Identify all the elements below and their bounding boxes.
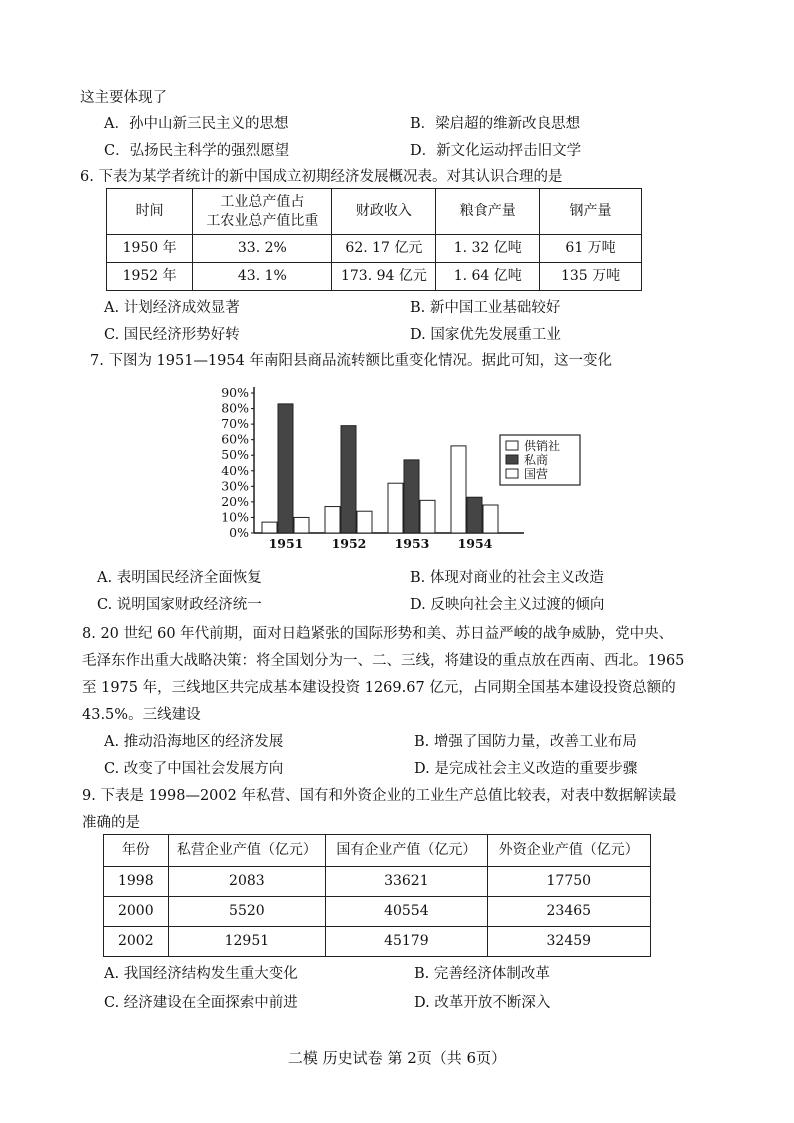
q7-option-a[interactable]: A. 表明国民经济全面恢复	[97, 570, 262, 586]
legend-label: 私商	[524, 453, 549, 467]
q6-header-grain: 粮食产量	[436, 189, 540, 235]
x-tick-label: 1951	[268, 536, 304, 550]
q7-option-b[interactable]: B. 体现对商业的社会主义改造	[410, 570, 604, 586]
y-tick-label: 10%	[221, 509, 249, 525]
table-cell: 17750	[487, 867, 650, 897]
bar-私商-1952	[341, 426, 356, 533]
table-cell: 1950 年	[107, 235, 193, 263]
q7-option-c[interactable]: C. 说明国家财政经济统一	[97, 597, 262, 613]
bar-国营-1952	[357, 511, 372, 533]
y-tick-label: 20%	[221, 493, 249, 509]
y-tick-label: 90%	[221, 385, 249, 400]
q7-bar-chart	[212, 380, 592, 550]
q8-option-d[interactable]: D. 是完成社会主义改造的重要步骤	[414, 761, 638, 777]
bar-供销社-1951	[262, 522, 277, 533]
table-cell: 43. 1%	[193, 263, 332, 291]
legend-label: 供销社	[524, 439, 561, 453]
legend-swatch	[506, 455, 518, 464]
q8-option-a[interactable]: A. 推动沿海地区的经济发展	[104, 734, 284, 750]
q6-header-industry	[193, 189, 332, 235]
bar-供销社-1952	[325, 507, 340, 533]
q5-option-d[interactable]: D．新文化运动抨击旧文学	[410, 143, 582, 159]
bar-私商-1951	[278, 404, 293, 533]
bar-私商-1954	[467, 497, 482, 533]
q6-header-industry-line2: 工农业总产值比重	[206, 212, 319, 229]
bar-国营-1951	[294, 517, 309, 533]
q6-table	[106, 188, 642, 291]
q9-table	[103, 834, 651, 957]
q9-header-state: 国有企业产值（亿元）	[326, 835, 487, 867]
bar-私商-1953	[404, 460, 419, 533]
chart-svg	[212, 380, 592, 550]
q5-option-c[interactable]: C．弘扬民主科学的强烈愿望	[104, 143, 290, 159]
table-cell: 173. 94 亿元	[332, 263, 436, 291]
legend-label: 国营	[524, 467, 549, 481]
q6-option-c[interactable]: C. 国民经济形势好转	[104, 327, 240, 343]
q6-header-industry-line1: 工业总产值占	[220, 193, 305, 210]
y-tick-label: 50%	[221, 447, 249, 463]
q7-option-d[interactable]: D. 反映向社会主义过渡的倾向	[410, 597, 605, 613]
q8-stem-line2: 毛泽东作出重大战略决策：将全国划分为一、二、三线，将建设的重点放在西南、西北。1965	[82, 653, 685, 669]
table-cell: 61 万吨	[540, 235, 642, 263]
q8-stem-line4: 43.5%。三线建设	[82, 707, 201, 723]
bar-国营-1953	[420, 500, 435, 533]
legend-swatch	[506, 469, 518, 478]
q6-option-b[interactable]: B. 新中国工业基础较好	[410, 300, 561, 316]
q6-stem: 6. 下表为某学者统计的新中国成立初期经济发展概况表。对其认识合理的是	[80, 169, 563, 185]
table-cell: 1998	[104, 867, 169, 897]
q6-option-a[interactable]: A. 计划经济成效显著	[104, 300, 240, 316]
table-cell: 33. 2%	[193, 235, 332, 263]
q7-stem: 7. 下图为 1951—1954 年南阳县商品流转额比重变化情况。据此可知，这一变化	[90, 353, 612, 369]
table-row	[104, 927, 651, 957]
y-tick-label: 70%	[221, 416, 249, 432]
table-cell: 5520	[168, 897, 326, 927]
y-tick-label: 30%	[221, 478, 249, 494]
q9-option-b[interactable]: B. 完善经济体制改革	[414, 966, 550, 982]
q6-header-revenue: 财政收入	[332, 189, 436, 235]
q8-option-c[interactable]: C. 改变了中国社会发展方向	[104, 761, 284, 777]
table-cell: 1952 年	[107, 263, 193, 291]
table-row	[107, 263, 642, 291]
q6-header-steel: 钢产量	[540, 189, 642, 235]
table-cell: 40554	[326, 897, 487, 927]
q8-stem-line1: 8. 20 世纪 60 年代前期，面对日趋紧张的国际形势和美、苏日益严峻的战争威胁，党中央、	[82, 626, 674, 642]
table-cell: 1. 64 亿吨	[436, 263, 540, 291]
q9-option-d[interactable]: D. 改革开放不断深入	[414, 995, 551, 1011]
table-cell: 2083	[168, 867, 326, 897]
x-tick-label: 1954	[457, 536, 493, 550]
table-cell: 1. 32 亿吨	[436, 235, 540, 263]
q6-header-time: 时间	[107, 189, 193, 235]
bar-供销社-1953	[388, 483, 403, 533]
table-cell: 45179	[326, 927, 487, 957]
x-tick-label: 1952	[331, 536, 367, 550]
table-cell: 32459	[487, 927, 650, 957]
table-cell: 23465	[487, 897, 650, 927]
q5-stem-tail: 这主要体现了	[80, 90, 167, 106]
table-row	[104, 867, 651, 897]
table-cell: 33621	[326, 867, 487, 897]
table-row	[107, 235, 642, 263]
page-footer: 二模 历史试卷 第 2页（共 6页）	[287, 1049, 507, 1067]
q5-option-b[interactable]: B．梁启超的维新改良思想	[410, 116, 581, 132]
q9-header-private: 私营企业产值（亿元）	[168, 835, 326, 867]
y-tick-label: 60%	[221, 431, 249, 447]
table-cell: 2000	[104, 897, 169, 927]
table-cell: 62. 17 亿元	[332, 235, 436, 263]
q9-stem-line2: 准确的是	[82, 815, 140, 831]
q9-header-year: 年份	[104, 835, 169, 867]
q9-option-a[interactable]: A. 我国经济结构发生重大变化	[104, 966, 298, 982]
table-cell: 2002	[104, 927, 169, 957]
table-cell: 12951	[168, 927, 326, 957]
q6-option-d[interactable]: D. 国家优先发展重工业	[410, 327, 561, 343]
q8-option-b[interactable]: B. 增强了国防力量，改善工业布局	[414, 734, 637, 750]
table-cell: 135 万吨	[540, 263, 642, 291]
x-tick-label: 1953	[394, 536, 430, 550]
bar-供销社-1954	[451, 446, 466, 533]
q9-stem-line1: 9. 下表是 1998—2002 年私营、国有和外资企业的工业生产总值比较表，对表中数据解读最	[82, 788, 677, 804]
q8-stem-line3: 至 1975 年，三线地区共完成基本建设投资 1269.67 亿元，占同期全国基本建设投资总额的	[82, 680, 676, 696]
bar-国营-1954	[483, 505, 498, 533]
table-row	[104, 897, 651, 927]
q5-option-a[interactable]: A．孙中山新三民主义的思想	[104, 116, 289, 132]
q9-option-c[interactable]: C. 经济建设在全面探索中前进	[104, 995, 298, 1011]
y-tick-label: 0%	[229, 525, 249, 540]
y-tick-label: 80%	[221, 400, 249, 416]
legend-swatch	[506, 441, 518, 450]
q9-header-foreign: 外资企业产值（亿元）	[487, 835, 650, 867]
y-tick-label: 40%	[221, 462, 249, 478]
